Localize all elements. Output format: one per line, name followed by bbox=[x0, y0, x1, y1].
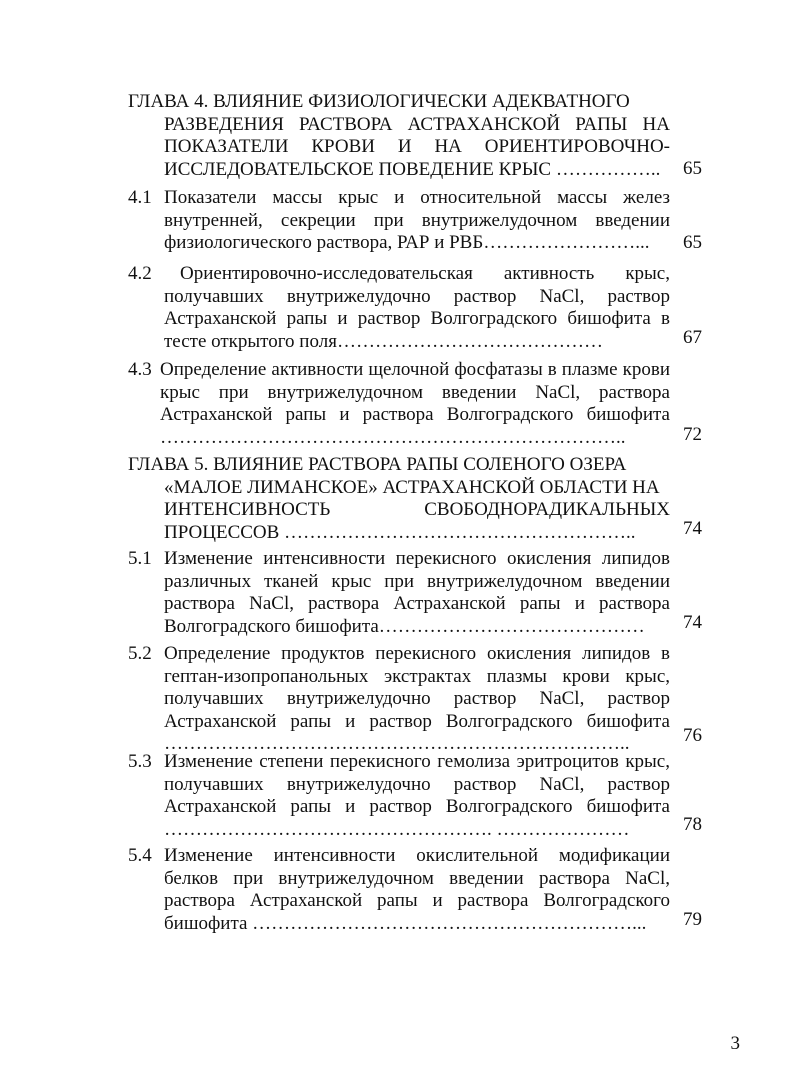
toc-line: Изменение степени перекисного гемолиза эритроцитов крыс, bbox=[164, 751, 670, 772]
toc-page-number: 78 bbox=[683, 814, 702, 835]
toc-page-number: 76 bbox=[683, 725, 702, 746]
toc-line: ……………………………………………………………….. bbox=[164, 733, 630, 754]
toc-line: тесте открытого поля…………………………………… bbox=[164, 330, 603, 352]
toc-line: РАЗВЕДЕНИЯ РАСТВОРА АСТРАХАНСКОЙ РАПЫ НА bbox=[164, 113, 670, 135]
toc-line: Изменение интенсивности перекисного окисления липидов bbox=[164, 548, 670, 569]
toc-line: Определение активности щелочной фосфатазы в плазме крови bbox=[160, 359, 670, 380]
toc-line: Волгоградского бишофита…………………………………… bbox=[164, 615, 645, 637]
section-number: 5.3 bbox=[128, 751, 152, 772]
toc-line: раствора NaCl, раствора Астраханской рапы и раствора bbox=[164, 593, 670, 614]
toc-page-number: 74 bbox=[683, 518, 702, 539]
section-number: 4.2 bbox=[128, 263, 152, 284]
toc-line: физиологического раствора, РАР и РВБ……………………... bbox=[164, 232, 650, 253]
toc-page-number: 67 bbox=[683, 327, 702, 348]
toc-line: Определение продуктов перекисного окисления липидов в bbox=[164, 643, 670, 664]
toc-line: Астраханской рапы и раствора Волгоградского бишофита bbox=[160, 404, 670, 425]
toc-line: Изменение интенсивности окислительной модификации bbox=[164, 845, 670, 866]
section-number: 4.1 bbox=[128, 187, 152, 208]
page-footer-number: 3 bbox=[730, 1033, 740, 1054]
toc-line: раствора Астраханской рапы и раствора Волгоградского bbox=[164, 890, 670, 911]
toc-line: Астраханской рапы и раствор Волгоградского бишофита bbox=[164, 796, 670, 817]
toc-line: ……………………………………………………………….. bbox=[160, 426, 626, 448]
toc-page-number: 79 bbox=[683, 909, 702, 930]
toc-line: ……………………………………………. ………………… bbox=[164, 818, 630, 840]
toc-line: «МАЛОЕ ЛИМАНСКОЕ» АСТРАХАНСКОЙ ОБЛАСТИ НА bbox=[164, 476, 660, 498]
toc-line: ГЛАВА 5. ВЛИЯНИЕ РАСТВОРА РАПЫ СОЛЕНОГО ОЗЕРА bbox=[128, 454, 627, 475]
section-number: 5.4 bbox=[128, 845, 152, 866]
section-number: 5.1 bbox=[128, 548, 152, 569]
toc-line: получавших внутрижелудочно раствор NaCl, раствор bbox=[164, 285, 670, 307]
section-number: 4.3 bbox=[128, 359, 152, 380]
toc-line: получавших внутрижелудочно раствор NaCl, раствор bbox=[164, 688, 670, 709]
toc-line: ГЛАВА 4. ВЛИЯНИЕ ФИЗИОЛОГИЧЕСКИ АДЕКВАТНОГО bbox=[128, 91, 630, 112]
toc-line: белков при внутрижелудочном введении раствора NaCl, bbox=[164, 867, 670, 889]
toc-line: Показатели массы крыс и относительной массы желез bbox=[164, 187, 670, 208]
toc-line: Астраханской рапы и раствор Волгоградского бишофита в bbox=[164, 308, 670, 329]
toc-line: крыс при внутрижелудочном введении NaCl, раствора bbox=[160, 381, 670, 403]
toc-line: гептан-изопропанольных экстрактах плазмы крови крыс, bbox=[164, 665, 670, 687]
toc-page-number: 74 bbox=[683, 612, 702, 633]
toc-line: бишофита ……………………………………………………... bbox=[164, 912, 647, 934]
toc-page-number: 65 bbox=[683, 158, 702, 179]
section-number: 5.2 bbox=[128, 643, 152, 664]
toc-page-number: 65 bbox=[683, 232, 702, 253]
toc-line: ИНТЕНСИВНОСТЬ СВОБОДНОРАДИКАЛЬНЫХ bbox=[164, 499, 670, 520]
toc-line: получавших внутрижелудочно раствор NaCl, раствор bbox=[164, 773, 670, 795]
toc-line: Ориентировочно-исследовательская активность крыс, bbox=[180, 263, 670, 284]
toc-page-number: 72 bbox=[683, 424, 702, 445]
toc-line: ПОКАЗАТЕЛИ КРОВИ И НА ОРИЕНТИРОВОЧНО- bbox=[164, 136, 670, 157]
toc-line: Астраханской рапы и раствор Волгоградского бишофита bbox=[164, 710, 670, 732]
toc-line: ИССЛЕДОВАТЕЛЬСКОЕ ПОВЕДЕНИЕ КРЫС …………….. bbox=[164, 158, 661, 180]
toc-line: ПРОЦЕССОВ ……………………………………………….. bbox=[164, 521, 636, 543]
toc-line: различных тканей крыс при внутрижелудочном введении bbox=[164, 570, 670, 592]
toc-line: внутренней, секреции при внутрижелудочном введении bbox=[164, 209, 670, 231]
